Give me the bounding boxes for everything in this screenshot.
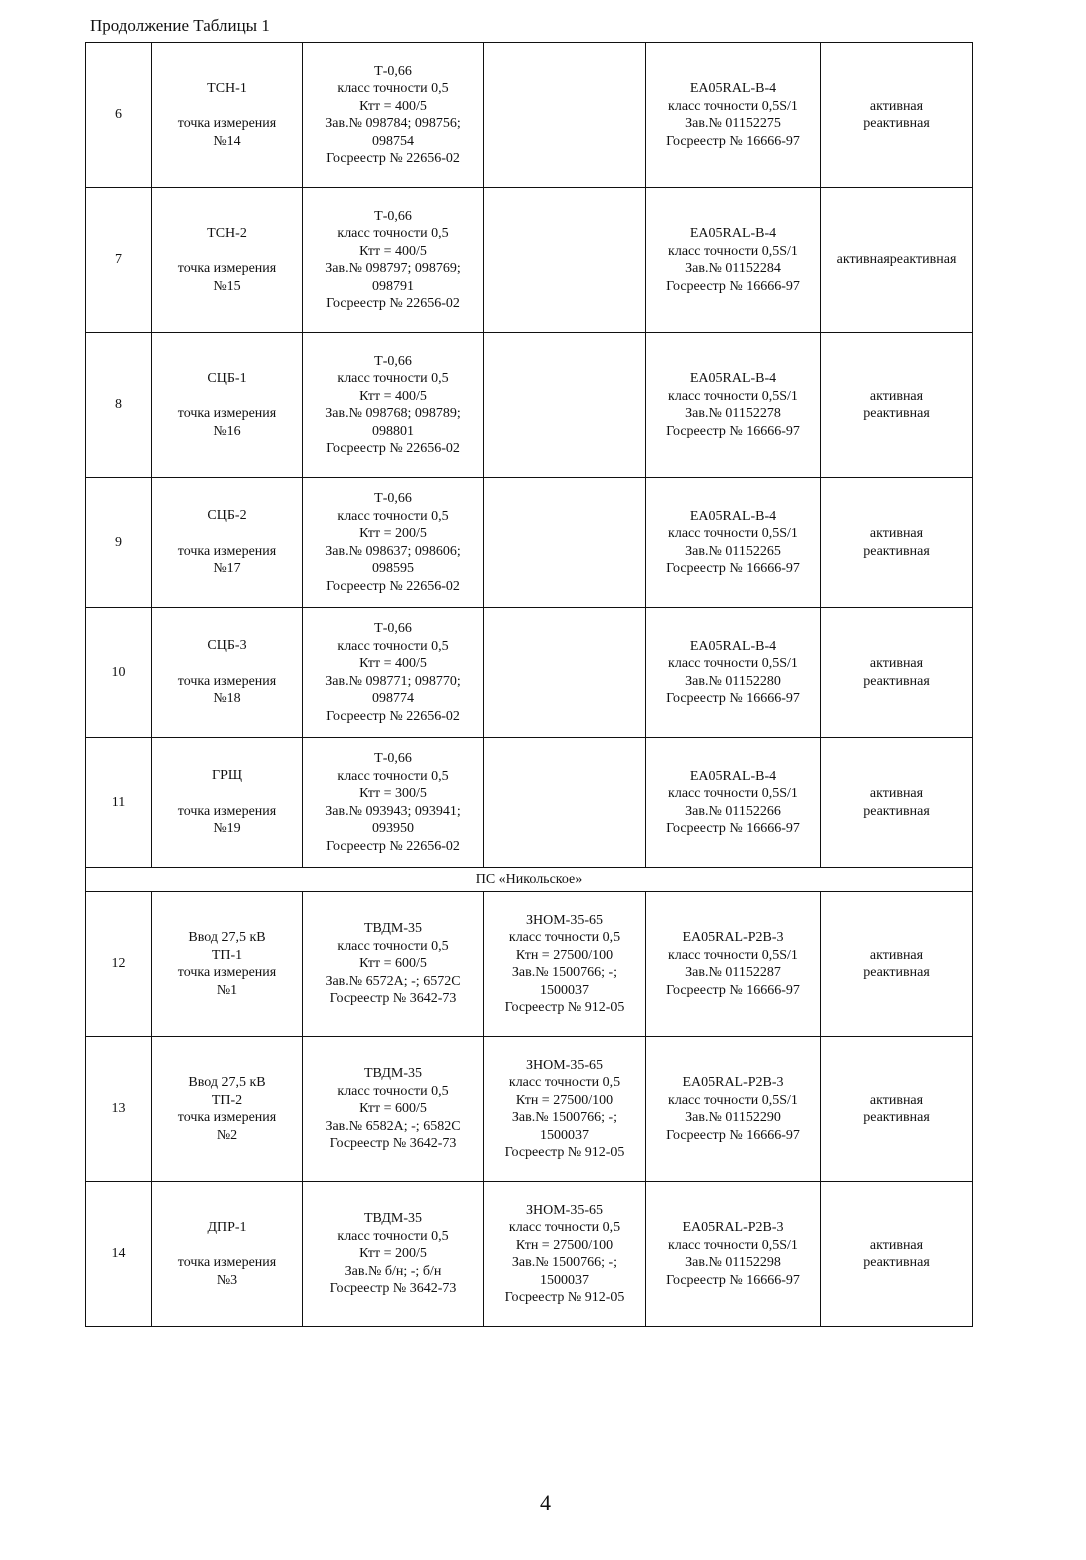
object-name-line: ТП-1 xyxy=(211,947,243,963)
vt-line: класс точности 0,5 xyxy=(508,930,621,945)
meter-line: Зав.№ 01152278 xyxy=(685,406,781,421)
spacer xyxy=(154,655,300,673)
row-number-cell: 10 xyxy=(86,608,152,738)
ct-line: Зав.№ 6582А; -; 6582С xyxy=(325,1118,461,1134)
object-name-line: ТП-2 xyxy=(211,1092,243,1108)
energy-kind-cell xyxy=(821,188,973,333)
voltage-transformer-cell xyxy=(484,188,646,333)
energy-kind-line: активная xyxy=(869,656,924,671)
energy-kind-line: активная xyxy=(869,98,924,114)
ct-line: класс точности 0,5 xyxy=(337,226,449,241)
ct-line: Зав.№ б/н; -; б/н xyxy=(344,1263,442,1279)
table-caption: Продолжение Таблицы 1 xyxy=(90,16,270,35)
table-row xyxy=(86,892,973,1037)
energy-kind-line: реактивная xyxy=(863,1110,930,1125)
ct-line: ТВДМ-35 xyxy=(363,1211,423,1227)
meter-cell xyxy=(646,478,821,608)
ct-line: Госреестр № 22656-02 xyxy=(326,296,460,311)
ct-line: Ктт = 400/5 xyxy=(359,388,427,404)
measurement-point-line: точка измерения xyxy=(177,406,277,422)
meter-line: EA05RAL-P2B-3 xyxy=(682,930,784,945)
voltage-transformer-cell xyxy=(484,892,646,1037)
object-name-line: ДПР-1 xyxy=(207,1219,247,1235)
ct-line: 098791 xyxy=(372,278,414,294)
meter-line: EA05RAL-B-4 xyxy=(689,81,777,96)
meter-cell xyxy=(646,43,821,188)
energy-kind-line: активная xyxy=(869,388,924,404)
meter-cell xyxy=(646,1037,821,1182)
energy-kind-line: активнаяреактивная xyxy=(836,252,957,268)
energy-kind-line: активная xyxy=(869,526,924,541)
measurement-point-line: №17 xyxy=(213,561,241,577)
measurement-point-line: №18 xyxy=(213,691,241,707)
ct-line: Госреестр № 22656-02 xyxy=(326,151,460,166)
ct-line: Госреестр № 3642-73 xyxy=(329,991,457,1007)
meter-line: Зав.№ 01152284 xyxy=(685,261,781,276)
meter-cell xyxy=(646,1182,821,1327)
table-row xyxy=(86,188,973,333)
vt-line: Ктн = 27500/100 xyxy=(515,947,614,963)
meter-line: класс точности 0,5S/1 xyxy=(668,243,798,259)
measurement-point-line: №14 xyxy=(213,133,241,149)
ct-line: Госреестр № 3642-73 xyxy=(329,1281,457,1297)
measurement-point-line: точка измерения xyxy=(177,965,277,980)
section-row xyxy=(86,868,973,892)
ct-line: 098774 xyxy=(372,691,414,706)
energy-kind-line: реактивная xyxy=(863,803,930,819)
current-transformer-cell xyxy=(303,608,484,738)
ct-line: Т-0,66 xyxy=(374,491,412,506)
ct-line: ТВДМ-35 xyxy=(363,1066,423,1082)
ct-line: Зав.№ 098768; 098789; xyxy=(325,406,461,421)
row-number-cell: 13 xyxy=(86,1037,152,1182)
meter-line: EA05RAL-P2B-3 xyxy=(682,1075,784,1090)
meter-line: класс точности 0,5S/1 xyxy=(668,388,798,404)
meter-line: EA05RAL-B-4 xyxy=(689,508,777,524)
table-body xyxy=(86,43,973,1327)
meter-line: Зав.№ 01152266 xyxy=(685,803,781,819)
vt-line: Зав.№ 1500766; -; xyxy=(511,1255,618,1270)
ct-line: Ктт = 300/5 xyxy=(359,786,427,801)
object-name-line: Ввод 27,5 кВ xyxy=(188,930,266,945)
meter-cell xyxy=(646,892,821,1037)
current-transformer-cell xyxy=(303,1037,484,1182)
row-number-cell: 8 xyxy=(86,333,152,478)
spacer xyxy=(154,387,300,405)
ct-line: 098801 xyxy=(372,423,414,439)
meter-line: EA05RAL-P2B-3 xyxy=(682,1220,784,1235)
object-name-line: СЦБ-3 xyxy=(207,638,247,654)
measurement-point-line: №19 xyxy=(213,821,241,837)
voltage-transformer-cell xyxy=(484,1037,646,1182)
ct-line: Госреестр № 22656-02 xyxy=(326,578,460,594)
meter-line: EA05RAL-B-4 xyxy=(689,638,777,654)
energy-kind-line: реактивная xyxy=(863,965,930,980)
energy-kind-cell xyxy=(821,608,973,738)
object-name-cell xyxy=(152,1182,303,1327)
vt-line: 1500037 xyxy=(540,982,589,998)
meter-line: Госреестр № 16666-97 xyxy=(666,278,800,294)
table-row xyxy=(86,738,973,868)
row-number-cell: 11 xyxy=(86,738,152,868)
meter-line: Госреестр № 16666-97 xyxy=(666,821,800,836)
meter-line: Зав.№ 01152275 xyxy=(685,116,781,131)
ct-line: Зав.№ 098784; 098756; xyxy=(325,116,461,131)
meter-line: Зав.№ 01152287 xyxy=(685,965,781,980)
meter-line: класс точности 0,5S/1 xyxy=(668,1092,798,1108)
energy-kind-line: реактивная xyxy=(863,116,930,131)
meter-line: EA05RAL-B-4 xyxy=(689,226,777,241)
ct-line: класс точности 0,5 xyxy=(337,1228,449,1244)
meter-line: Госреестр № 16666-97 xyxy=(666,423,800,439)
measurement-point-line: точка измерения xyxy=(177,116,277,132)
ct-line: Ктт = 200/5 xyxy=(359,1246,427,1262)
object-name-cell xyxy=(152,478,303,608)
object-name-cell xyxy=(152,1037,303,1182)
vt-line: ЗНОМ-35-65 xyxy=(525,912,603,928)
page-number: 4 xyxy=(540,1490,551,1515)
meter-line: Госреестр № 16666-97 xyxy=(666,691,800,706)
voltage-transformer-cell xyxy=(484,1182,646,1327)
measurement-point-line: №2 xyxy=(216,1127,238,1143)
object-name-cell xyxy=(152,333,303,478)
ct-line: Т-0,66 xyxy=(374,751,412,766)
object-name-line: СЦБ-1 xyxy=(207,370,247,386)
vt-line: ЗНОМ-35-65 xyxy=(525,1057,603,1073)
meter-line: класс точности 0,5S/1 xyxy=(668,1237,798,1253)
ct-line: 098595 xyxy=(372,561,414,576)
energy-kind-cell xyxy=(821,892,973,1037)
energy-kind-line: активная xyxy=(869,947,924,963)
ct-line: 093950 xyxy=(372,821,414,836)
current-transformer-cell xyxy=(303,1182,484,1327)
voltage-transformer-cell xyxy=(484,333,646,478)
current-transformer-cell xyxy=(303,43,484,188)
meter-line: класс точности 0,5S/1 xyxy=(668,98,798,114)
row-number-cell: 12 xyxy=(86,892,152,1037)
object-name-cell xyxy=(152,608,303,738)
ct-line: Ктт = 400/5 xyxy=(359,243,427,259)
meter-line: класс точности 0,5S/1 xyxy=(668,786,798,801)
vt-line: ЗНОМ-35-65 xyxy=(525,1202,603,1218)
meter-cell xyxy=(646,333,821,478)
measurement-point-line: №15 xyxy=(213,278,241,294)
ct-line: класс точности 0,5 xyxy=(337,638,449,654)
current-transformer-cell xyxy=(303,333,484,478)
voltage-transformer-cell xyxy=(484,608,646,738)
meter-cell xyxy=(646,738,821,868)
ct-line: Ктт = 200/5 xyxy=(359,526,427,541)
meter-line: Госреестр № 16666-97 xyxy=(666,1272,800,1288)
ct-line: Зав.№ 093943; 093941; xyxy=(325,803,461,819)
meter-line: EA05RAL-B-4 xyxy=(689,371,777,386)
ct-line: класс точности 0,5 xyxy=(337,938,449,954)
row-number-cell: 7 xyxy=(86,188,152,333)
meter-line: класс точности 0,5S/1 xyxy=(668,526,798,541)
vt-line: 1500037 xyxy=(540,1272,589,1288)
table-row xyxy=(86,1037,973,1182)
ct-line: Зав.№ 6572А; -; 6572С xyxy=(325,973,461,989)
meter-line: класс точности 0,5S/1 xyxy=(668,947,798,963)
current-transformer-cell xyxy=(303,478,484,608)
vt-line: Госреестр № 912-05 xyxy=(504,1145,625,1160)
vt-line: класс точности 0,5 xyxy=(508,1220,621,1235)
object-name-cell xyxy=(152,43,303,188)
ct-line: Ктт = 600/5 xyxy=(359,1101,427,1117)
spacer xyxy=(154,242,300,260)
energy-kind-cell xyxy=(821,1182,973,1327)
spacer xyxy=(154,785,300,803)
meter-line: Госреестр № 16666-97 xyxy=(666,982,800,998)
ct-line: 098754 xyxy=(372,133,414,149)
ct-line: Госреестр № 22656-02 xyxy=(326,441,460,456)
energy-kind-line: реактивная xyxy=(863,406,930,421)
vt-line: Ктн = 27500/100 xyxy=(515,1237,614,1253)
vt-line: Зав.№ 1500766; -; xyxy=(511,965,618,980)
ct-line: Т-0,66 xyxy=(374,63,412,79)
object-name-line: Ввод 27,5 кВ xyxy=(188,1075,266,1090)
ct-line: класс точности 0,5 xyxy=(337,1083,449,1099)
energy-kind-cell xyxy=(821,43,973,188)
ct-line: Госреестр № 22656-02 xyxy=(326,838,460,854)
current-transformer-cell xyxy=(303,738,484,868)
ct-line: класс точности 0,5 xyxy=(337,508,449,524)
ct-line: Т-0,66 xyxy=(374,208,412,224)
object-name-line: ГРЩ xyxy=(211,768,242,784)
vt-line: Зав.№ 1500766; -; xyxy=(511,1110,618,1125)
row-number-cell: 9 xyxy=(86,478,152,608)
measurement-point-line: точка измерения xyxy=(177,1110,277,1125)
meter-cell xyxy=(646,608,821,738)
ct-line: Зав.№ 098797; 098769; xyxy=(325,261,461,276)
measurement-point-line: №1 xyxy=(216,982,238,998)
object-name-cell xyxy=(152,892,303,1037)
ct-line: класс точности 0,5 xyxy=(337,81,449,96)
ct-line: Зав.№ 098637; 098606; xyxy=(325,543,461,559)
ct-line: Т-0,66 xyxy=(374,621,412,636)
meter-line: Зав.№ 01152280 xyxy=(685,673,781,689)
measurement-point-line: точка измерения xyxy=(177,1255,277,1271)
current-transformer-cell xyxy=(303,892,484,1037)
table-row xyxy=(86,608,973,738)
meter-line: Зав.№ 01152298 xyxy=(685,1255,781,1270)
ct-line: Ктт = 600/5 xyxy=(359,956,427,972)
ct-line: класс точности 0,5 xyxy=(337,768,449,784)
object-name-line: СЦБ-2 xyxy=(207,508,247,524)
vt-line: Госреестр № 912-05 xyxy=(504,1000,625,1015)
object-name-cell xyxy=(152,188,303,333)
spacer xyxy=(154,1236,300,1254)
measurement-table xyxy=(85,42,973,1327)
spacer xyxy=(154,97,300,115)
meter-line: Госреестр № 16666-97 xyxy=(666,133,800,149)
ct-line: Ктт = 400/5 xyxy=(359,656,427,671)
measurement-point-line: точка измерения xyxy=(177,803,277,819)
measurement-point-line: точка измерения xyxy=(177,261,277,277)
energy-kind-line: реактивная xyxy=(863,673,930,689)
table-row xyxy=(86,333,973,478)
energy-kind-line: активная xyxy=(869,1237,924,1253)
meter-line: Госреестр № 16666-97 xyxy=(666,561,800,576)
ct-line: ТВДМ-35 xyxy=(363,921,423,937)
table-row xyxy=(86,478,973,608)
energy-kind-cell xyxy=(821,1037,973,1182)
vt-line: 1500037 xyxy=(540,1127,589,1143)
measurement-point-line: точка измерения xyxy=(177,543,277,559)
energy-kind-line: активная xyxy=(869,786,924,801)
vt-line: Госреестр № 912-05 xyxy=(504,1290,625,1305)
vt-line: Ктн = 27500/100 xyxy=(515,1092,614,1108)
energy-kind-cell xyxy=(821,333,973,478)
meter-cell xyxy=(646,188,821,333)
ct-line: Т-0,66 xyxy=(374,353,412,369)
meter-line: класс точности 0,5S/1 xyxy=(668,656,798,671)
table-row xyxy=(86,1182,973,1327)
ct-line: Ктт = 400/5 xyxy=(359,98,427,114)
object-name-line: ТСН-2 xyxy=(207,225,247,241)
measurement-point-line: №16 xyxy=(213,423,241,439)
voltage-transformer-cell xyxy=(484,478,646,608)
voltage-transformer-cell xyxy=(484,43,646,188)
measurement-point-line: точка измерения xyxy=(177,673,277,689)
section-title: ПС «Никольское» xyxy=(86,868,973,892)
current-transformer-cell xyxy=(303,188,484,333)
row-number-cell: 14 xyxy=(86,1182,152,1327)
energy-kind-cell xyxy=(821,478,973,608)
object-name-cell xyxy=(152,738,303,868)
row-number-cell: 6 xyxy=(86,43,152,188)
ct-line: Госреестр № 3642-73 xyxy=(329,1136,457,1152)
spacer xyxy=(154,525,300,543)
ct-line: класс точности 0,5 xyxy=(337,371,449,386)
vt-line: класс точности 0,5 xyxy=(508,1075,621,1090)
meter-line: Зав.№ 01152290 xyxy=(685,1110,781,1125)
energy-kind-line: реактивная xyxy=(863,1255,930,1270)
meter-line: EA05RAL-B-4 xyxy=(689,768,777,784)
meter-line: Зав.№ 01152265 xyxy=(685,543,781,559)
energy-kind-line: реактивная xyxy=(863,543,930,559)
energy-kind-cell xyxy=(821,738,973,868)
table-row xyxy=(86,43,973,188)
measurement-point-line: №3 xyxy=(216,1272,238,1288)
ct-line: Госреестр № 22656-02 xyxy=(326,708,460,724)
object-name-line: ТСН-1 xyxy=(207,80,247,96)
ct-line: Зав.№ 098771; 098770; xyxy=(325,673,461,689)
meter-line: Госреестр № 16666-97 xyxy=(666,1127,800,1143)
voltage-transformer-cell xyxy=(484,738,646,868)
energy-kind-line: активная xyxy=(869,1092,924,1108)
